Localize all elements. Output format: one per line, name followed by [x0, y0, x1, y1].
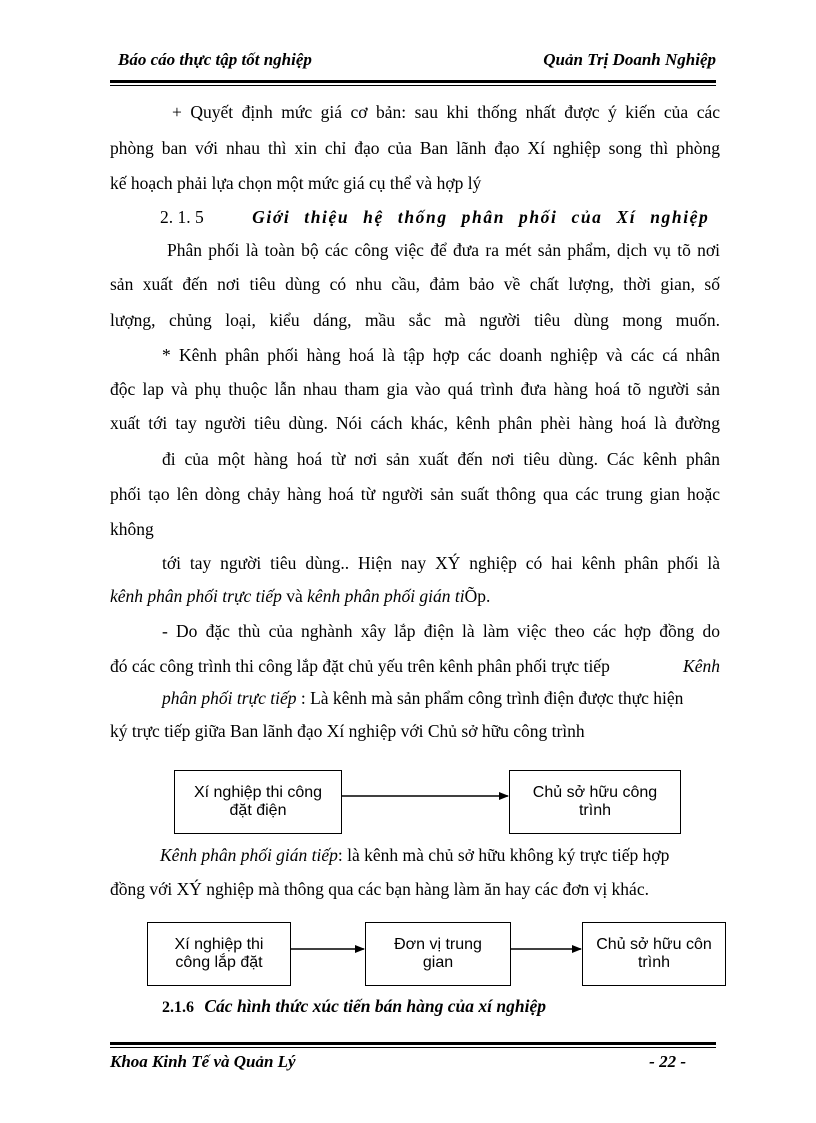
- section-number: 2.1.6: [162, 999, 194, 1016]
- header-right: Quản Trị Doanh Nghiệp: [543, 50, 716, 69]
- header-left: Báo cáo thực tập tốt nghiệp: [118, 50, 312, 69]
- box-line: Xí nghiệp thi: [174, 936, 264, 953]
- p2-line2: sản xuất đến nơi tiêu dùng có nhu cầu, đảm bảo về chất lượng, thời gian, số: [110, 274, 720, 294]
- p3-line3: xuất tới tay người tiêu dùng. Nói cách khác, kênh phân phèi hàng hoá là đường: [110, 413, 720, 433]
- term-indirect-channel: kênh phân phối gián ti: [307, 586, 465, 606]
- p6-line1-text: : là kênh mà chủ sở hữu không ký trực tiếp hợp: [337, 845, 670, 865]
- p3-line2: độc lap và phụ thuộc lẫn nhau tham gia vào quá trình đưa hàng hoá tõ người sản: [110, 379, 720, 399]
- p1-line3: kế hoạch phải lựa chọn một mức giá cụ thể và hợp lý: [110, 173, 482, 193]
- box-line: Xí nghiệp thi công: [193, 784, 323, 801]
- term-indirect-channel-end: Õp.: [464, 586, 491, 606]
- term-direct-channel-def: phân phối trực tiếp: [162, 688, 297, 708]
- section-2-1-6-heading: [162, 994, 722, 1020]
- p5-line3-text: : Là kênh mà sản phẩm công trình điện được thực hiện: [296, 688, 684, 708]
- box-line: trình: [637, 954, 670, 971]
- p3-line6: không: [110, 519, 154, 539]
- box-line: đặt điện: [229, 802, 287, 819]
- term-indirect-channel-def: Kênh phân phối gián tiếp: [160, 845, 338, 865]
- p3-line1: * Kênh phân phối hàng hoá là tập hợp các doanh nghiệp và các cá nhân: [162, 345, 720, 365]
- footer-left: Khoa Kinh Tế và Quản Lý: [110, 1052, 296, 1071]
- p4-line1: tới tay người tiêu dùng.. Hiện nay XÝ nghiệp có hai kênh phân phối là: [162, 553, 720, 573]
- term-direct-channel: kênh phân phối trực tiếp: [110, 586, 282, 606]
- p1-line2: phòng ban với nhau thì xin chỉ đạo của Ban lãnh đạo Xí nghiệp song thì phòng: [110, 138, 720, 158]
- page-footer: [110, 1052, 716, 1078]
- p5-line1: - Do đặc thù của nghành xây lắp điện là làm việc theo các hợp đồng do: [162, 621, 720, 641]
- p3-line5: phối tạo lên dòng chảy hàng hoá từ người sản suất thông qua các trung gian hoặc: [110, 484, 720, 504]
- p3-line4: đi của một hàng hoá từ nơi sản xuất đến nơi tiêu dùng. Các kênh phân: [162, 449, 720, 469]
- p1-line1: + Quyết định mức giá cơ bản: sau khi thống nhất được ý kiến của các: [172, 102, 720, 122]
- p2-line3: lượng, chủng loại, kiểu dáng, mầu sắc mà người tiêu dùng mong muốn.: [110, 310, 720, 330]
- p2-line1: Phân phối là toàn bộ các công việc để đưa ra mét sản phẩm, dịch vụ tõ nơi: [167, 240, 720, 260]
- box-line: Chủ sở hữu côn: [596, 936, 712, 953]
- p5-line4: ký trực tiếp giữa Ban lãnh đạo Xí nghiệp với Chủ sở hữu công trình: [110, 721, 585, 741]
- section-title: Giới thiệu hệ thống phân phối của Xí nghiệp: [252, 207, 710, 227]
- box-line: Đơn vị trung: [394, 936, 482, 953]
- section-title: Các hình thức xúc tiến bán hàng của xí nghiệp: [204, 996, 546, 1016]
- section-number: 2. 1. 5: [160, 207, 204, 227]
- box-line: trình: [578, 802, 611, 819]
- footer-rule: [110, 1042, 716, 1045]
- box-line: công lắp đặt: [175, 954, 263, 971]
- p6-line2: đồng với XÝ nghiệp mà thông qua các bạn hàng làm ăn hay các đơn vị khác.: [110, 879, 649, 899]
- box-line: gian: [422, 954, 454, 971]
- box-line: Chủ sở hữu công: [532, 784, 658, 801]
- p5-line2-text: đó các công trình thi công lắp đặt chủ yếu trên kênh phân phối trực tiếp: [110, 656, 610, 676]
- p5-line2-italic: Kênh: [683, 656, 720, 676]
- page-number: - 22 -: [649, 1052, 686, 1071]
- conjunction: và: [281, 586, 308, 606]
- footer-rule-thin: [110, 1047, 716, 1048]
